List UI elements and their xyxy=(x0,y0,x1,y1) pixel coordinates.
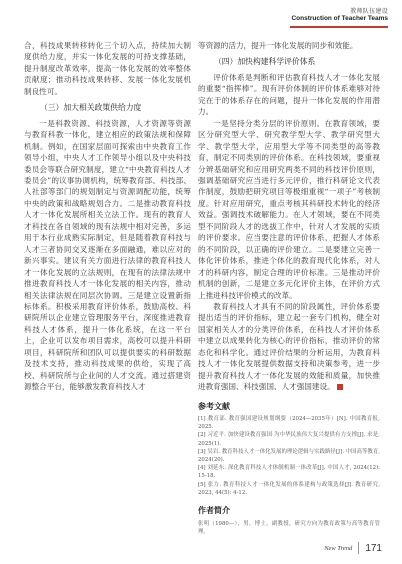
header-section-en: Construction of Teacher Teams xyxy=(291,15,388,22)
subheading-3: （三）加大相关政策供给力度 xyxy=(40,103,142,113)
right-paragraph-3: 一是坚持分类分层的评价原则。在教育领域，要区分研究型大学、研究教学型大学、教学研究型大学、教学型大学，应用型大学等不同类型的高等教育，制定不同类别的评价体系。在科技领域，要重视分辨基础研究和应用研究两类不同的科技评价原则，强调基础研究应当进行多元评价，推行科研论文代表作制度，鼓励把研究项目等极细重视“一项子”考核制度。针对应用研究，重点考核其科研投术转化的经济效益。强调技术破解能力。在人才领域，要在不同类型不同阶段人才的选拔工作中，针对人才发展的实质的评价要求。应当要注意的评价体系，把握人才体系的不同阶段，以正确的评价建立。二是要建立完善一体化评价体系，推进个体化的教育现代化体系，对人才的科研内容，制定合理的评价标准。三是推动评价机制的创新，二是建立多元化评价主体，在评价方式上推进科技评价模式的改革。 xyxy=(198,118,380,300)
header-rule xyxy=(290,26,388,28)
footer-divider xyxy=(358,542,359,554)
left-column xyxy=(24,40,191,393)
right-column xyxy=(198,40,380,536)
right-paragraph-1: 等资源的活力，提升一体化发展的同步和效能。 xyxy=(198,41,358,50)
right-paragraph-2: 评价体系是判断和评估教育科技人才一体化发展的重要“指挥棒”。现有评价体制的评价体系难够对待完在于的体系存在的问题，提升一体化发展的作用潜力。 xyxy=(198,72,380,117)
right-paragraph-4 xyxy=(198,301,380,393)
subheading-4: （四）加快构建科学评价体系 xyxy=(214,57,316,67)
right-paragraph-4-text: 教育科技人才具有不同的阶段属性，评价体系要提出适当的评价指标，建立起一套专门机构，健全对国家相关人才的分类评价体系，在科技人才评价体系中建立以成果转化为核心的评价指标，推动评价的常态化和科学化。通过评价结果的分析运用，为教育科技人才一体化发展提供数据支持和决策参考，进一步提升教育科技人才一体化发展的效能和质量，加快推进教育强国、科技强国、人才强国建设。 xyxy=(198,301,380,392)
author-bio: 张明（1980—），男，博士，副教授，研究方向为教育政策与高等教育管理。 xyxy=(198,520,380,535)
header-section-cn: 教师队伍建设 xyxy=(350,8,388,15)
page-footer xyxy=(324,542,382,554)
reference-item: [4] 刘延东. 深化教育科技人才体制机制一体改革[J]. 中国人才, 2024(12): 15-18. xyxy=(198,465,380,480)
footer-journal-name: New Trend xyxy=(324,544,353,552)
page-number: 171 xyxy=(365,542,382,554)
references-list xyxy=(198,415,380,497)
author-title: 作者简介 xyxy=(198,506,230,516)
reference-item: [1] 教育部. 教育强国建设规划纲要（2024—2035年）[N]. 中国教育报, 2025. xyxy=(198,416,380,431)
reference-item: [3] 吴岩. 教育科技人才一体化发展的理论逻辑与实践路径[J]. 中国高等教育, 2024(20). xyxy=(198,448,380,464)
left-paragraph-2: 一是科教资源、科技资源，人才资源等资源与教育科教一体化，建立相应的政策法规和保障机制。例如，在国家层面可探索由中央教育工作领导小组，中央人才工作领导小组以及中央科技委员会等联合研究制度，建立“中央教育科技人才委员会”的议事协调机构，统筹教育部、科技部、人社部等部门的规划制定与资源调配功能，统筹中央的政策和战略规划合力。二是推动教育科技人才一体化发展所相关立法工作。现有的教育人才科技在各自领域的现有法规中相对完善，多运用于本行业成熟实际制定，但是随着教育科技与人才三者协同交叉逐渐在多面融通，难以应对的新兴事实。建议有关方面进行法律的教育科技人才一体化发展的立法规则，在现有的法律法规中推进教育科技人才一体化发展的相关内容，推动相关法律法规在同层次协调。三是建立设置新指标体系。积极采用教育评价体系，鼓励高校、科研院所以企业建立管理服务平台，深度推进教育科技人才体系，提升一体化系统，在这一平台上，企业可以发布项目需求，高校可以提升科研项目，科研院所和团队可以提供要实的科研数据及技术支持，推动科技成果的供给，实现了高校、科研院所与企业间的人才交流。通过搭建资源整合平台，能够激发教育科技人才 xyxy=(24,118,191,392)
page-header xyxy=(291,6,388,22)
reference-item: [2] 习近平. 加快建设教育强国 为中华民族伟大复兴提供有力支撑[J]. 求是, 2025(1). xyxy=(198,432,380,447)
end-mark-icon xyxy=(337,384,343,390)
left-paragraph-1: 合，科技成果转移转化三个切入点，持续加大制度供给力度，并实一体化发展的可持支撑基础，提升制度改革效率，提高一体化发展的效率整体贡献度；推动科技成果转移、发展一体化发展机制良性可。 xyxy=(24,41,191,96)
reference-item: [5] 张力. 教育科技人才一体化发展的体系建构与政策选择[J]. 教育研究, 2023, 44(5): 4-12. xyxy=(198,481,380,496)
references-title: 参考文献 xyxy=(198,401,230,411)
